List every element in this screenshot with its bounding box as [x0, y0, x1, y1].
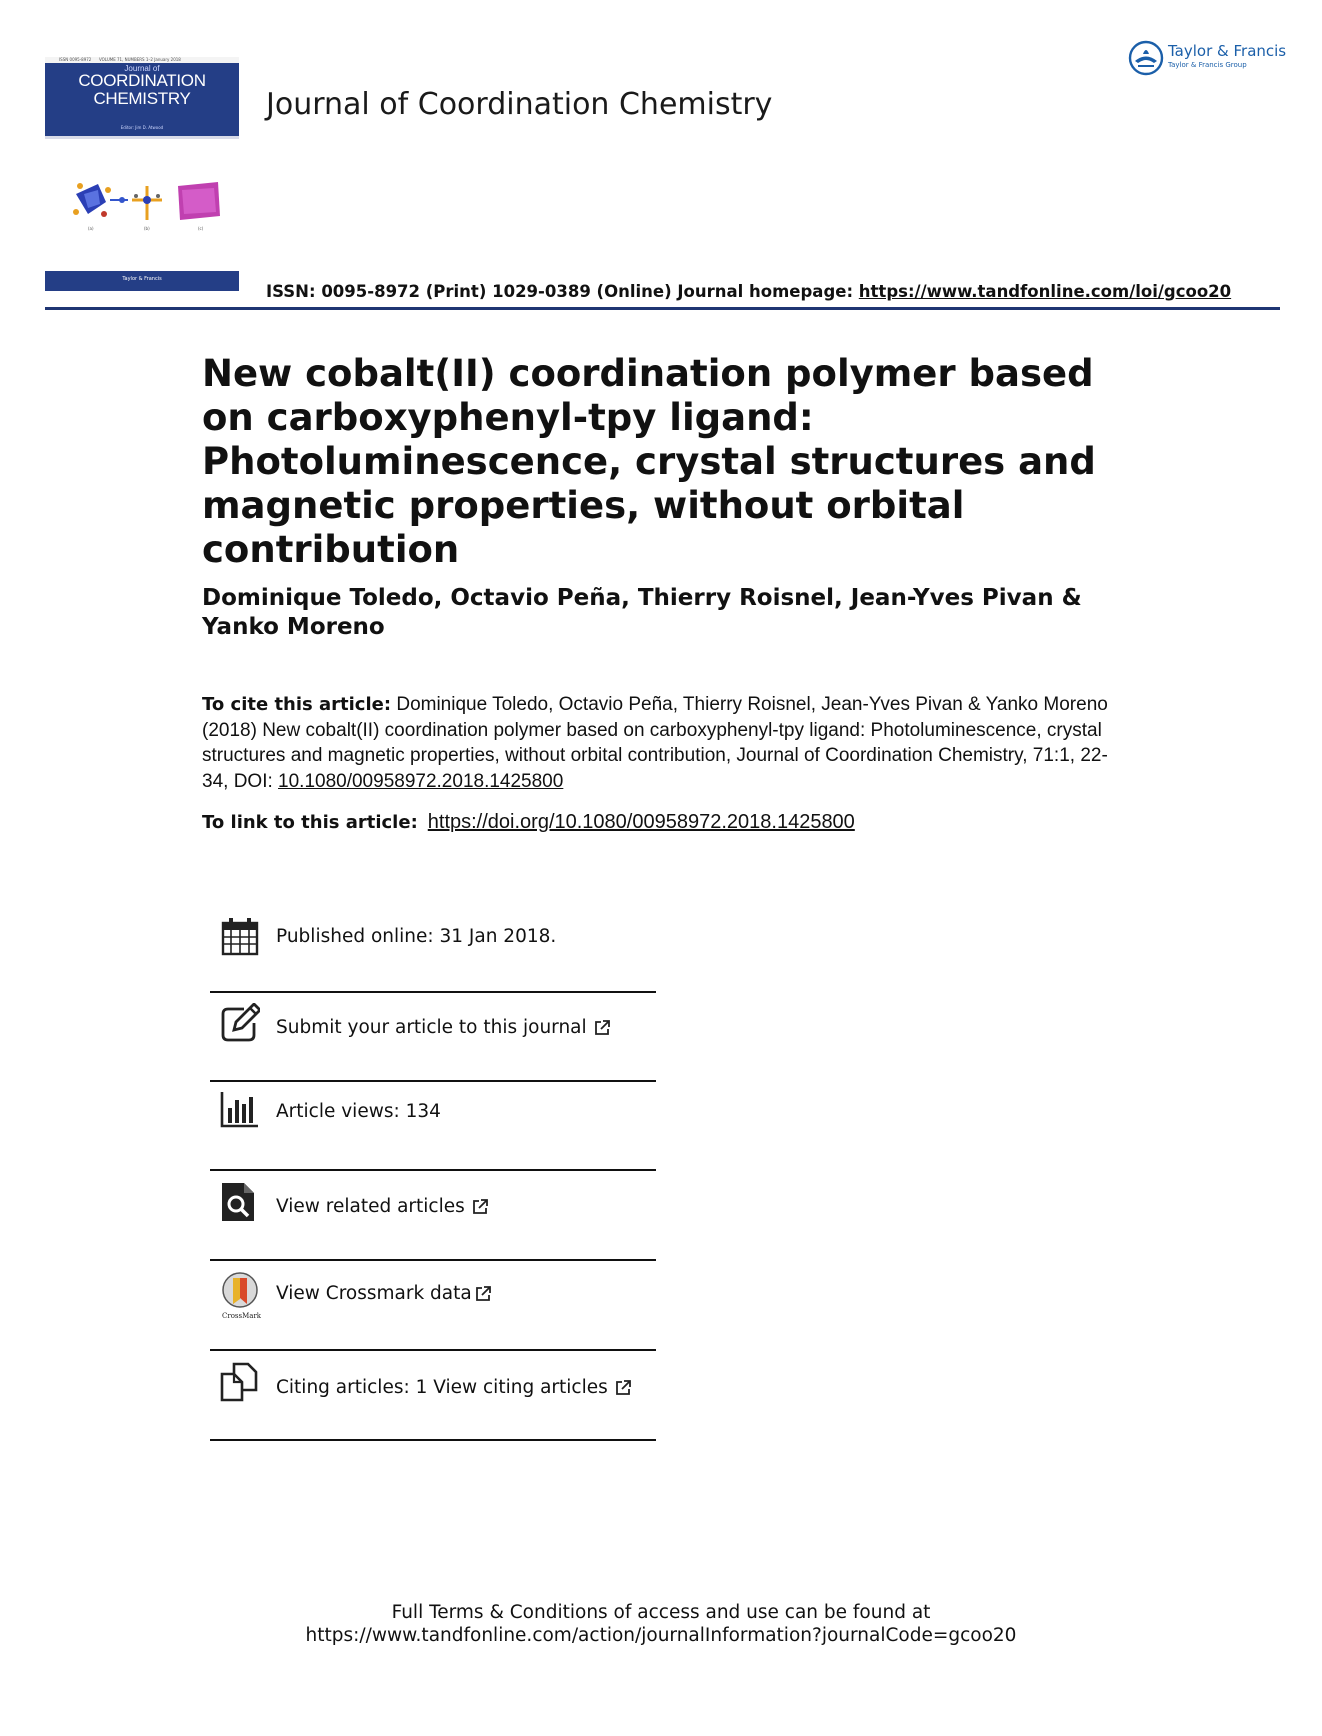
info-divider	[210, 1439, 656, 1441]
published-online-text: Published online: 31 Jan 2018.	[276, 926, 557, 947]
footer-terms-link[interactable]: https://www.tandfonline.com/action/journalInformation?journalCode=gcoo20	[305, 1625, 1017, 1646]
info-divider	[210, 1080, 656, 1082]
crossmark-row[interactable]	[210, 1272, 656, 1324]
article-views-text: Article views: 134	[276, 1101, 441, 1122]
document-search-icon	[220, 1182, 260, 1222]
cover-strip	[45, 136, 239, 139]
cover-issn-text: ISSN 0095-8972 VOLUME 71, NUMBERS 1–2 January 2018	[59, 57, 181, 62]
journal-cover-thumbnail	[45, 57, 239, 292]
related-articles-link[interactable]: View related articles	[276, 1196, 489, 1217]
edit-icon	[220, 1003, 260, 1043]
copy-documents-icon	[220, 1362, 260, 1402]
article-authors: Dominique Toledo, Octavio Peña, Thierry Roisnel, Jean-Yves Pivan & Yanko Moreno	[202, 585, 1082, 640]
cover-editor-text: Editor: Jim D. Atwood	[120, 125, 164, 130]
submit-article-link[interactable]: Submit your article to this journal	[276, 1017, 611, 1038]
published-online-row	[210, 917, 656, 967]
issn-text: ISSN: 0095-8972 (Print) 1029-0389 (Online) Journal homepage:	[266, 282, 859, 301]
link-label: To link to this article:	[202, 812, 418, 833]
article-views-row	[210, 1090, 656, 1140]
info-divider	[210, 1259, 656, 1261]
svg-text:(c): (c)	[198, 226, 204, 231]
crossmark-link[interactable]: View Crossmark data	[276, 1283, 492, 1304]
info-divider	[210, 1349, 656, 1351]
bar-chart-icon	[220, 1090, 260, 1130]
citing-articles-link[interactable]: Citing articles: 1 View citing articles	[276, 1377, 632, 1398]
publisher-group: Taylor & Francis Group	[1168, 61, 1247, 69]
svg-text:(b): (b)	[144, 226, 150, 231]
publisher-logo[interactable]	[1128, 40, 1287, 76]
calendar-icon	[220, 917, 260, 957]
cover-name-line1: COORDINATION	[78, 71, 206, 90]
article-link-line	[202, 811, 855, 834]
footer-terms-text: Full Terms & Conditions of access and use can be found at	[391, 1602, 931, 1623]
issn-line	[266, 282, 1231, 301]
external-link-icon	[474, 1285, 492, 1303]
cite-label: To cite this article:	[202, 694, 392, 715]
header-divider	[45, 307, 1280, 310]
cite-doi-link[interactable]: 10.1080/00958972.2018.1425800	[278, 770, 564, 792]
publisher-lamp-icon	[1128, 40, 1164, 76]
external-link-icon	[614, 1379, 632, 1397]
external-link-icon	[471, 1198, 489, 1216]
crossmark-logo-text: CrossMark	[222, 1312, 262, 1320]
journal-title: Journal of Coordination Chemistry	[266, 87, 773, 122]
cover-molecule-image	[70, 172, 220, 232]
citing-articles-row[interactable]	[210, 1362, 656, 1412]
publisher-name: Taylor & Francis	[1168, 42, 1287, 60]
journal-homepage-link[interactable]: https://www.tandfonline.com/loi/gcoo20	[858, 282, 1232, 301]
info-divider	[210, 991, 656, 993]
info-divider	[210, 1169, 656, 1171]
cover-name-line2: CHEMISTRY	[93, 89, 191, 108]
article-title: New cobalt(II) coordination polymer based on carboxyphenyl-tpy ligand: Photoluminescence, crystal structures and magnetic properties, without orbital contribution	[202, 352, 1096, 571]
submit-article-row[interactable]	[210, 1003, 656, 1053]
related-articles-row[interactable]	[210, 1182, 656, 1232]
svg-text:(a): (a)	[88, 226, 94, 231]
citation-block	[202, 692, 1132, 794]
cover-journal-of: Journal of	[124, 64, 160, 73]
article-doi-link[interactable]: https://doi.org/10.1080/00958972.2018.1425800	[427, 811, 855, 833]
cover-publisher-text: Taylor & Francis	[122, 276, 162, 282]
cite-text: Dominique Toledo, Octavio Peña, Thierry Roisnel, Jean-Yves Pivan & Yanko Moreno (2018) New cobalt(II) coordination polymer based on carboxyphenyl-tpy ligand: Photoluminescence, crystal structures and magnetic properties, without orbital contribution, Journal of Coordination Chemistry, 71:1, 22-34, DOI:	[202, 694, 1108, 792]
external-link-icon	[593, 1019, 611, 1037]
